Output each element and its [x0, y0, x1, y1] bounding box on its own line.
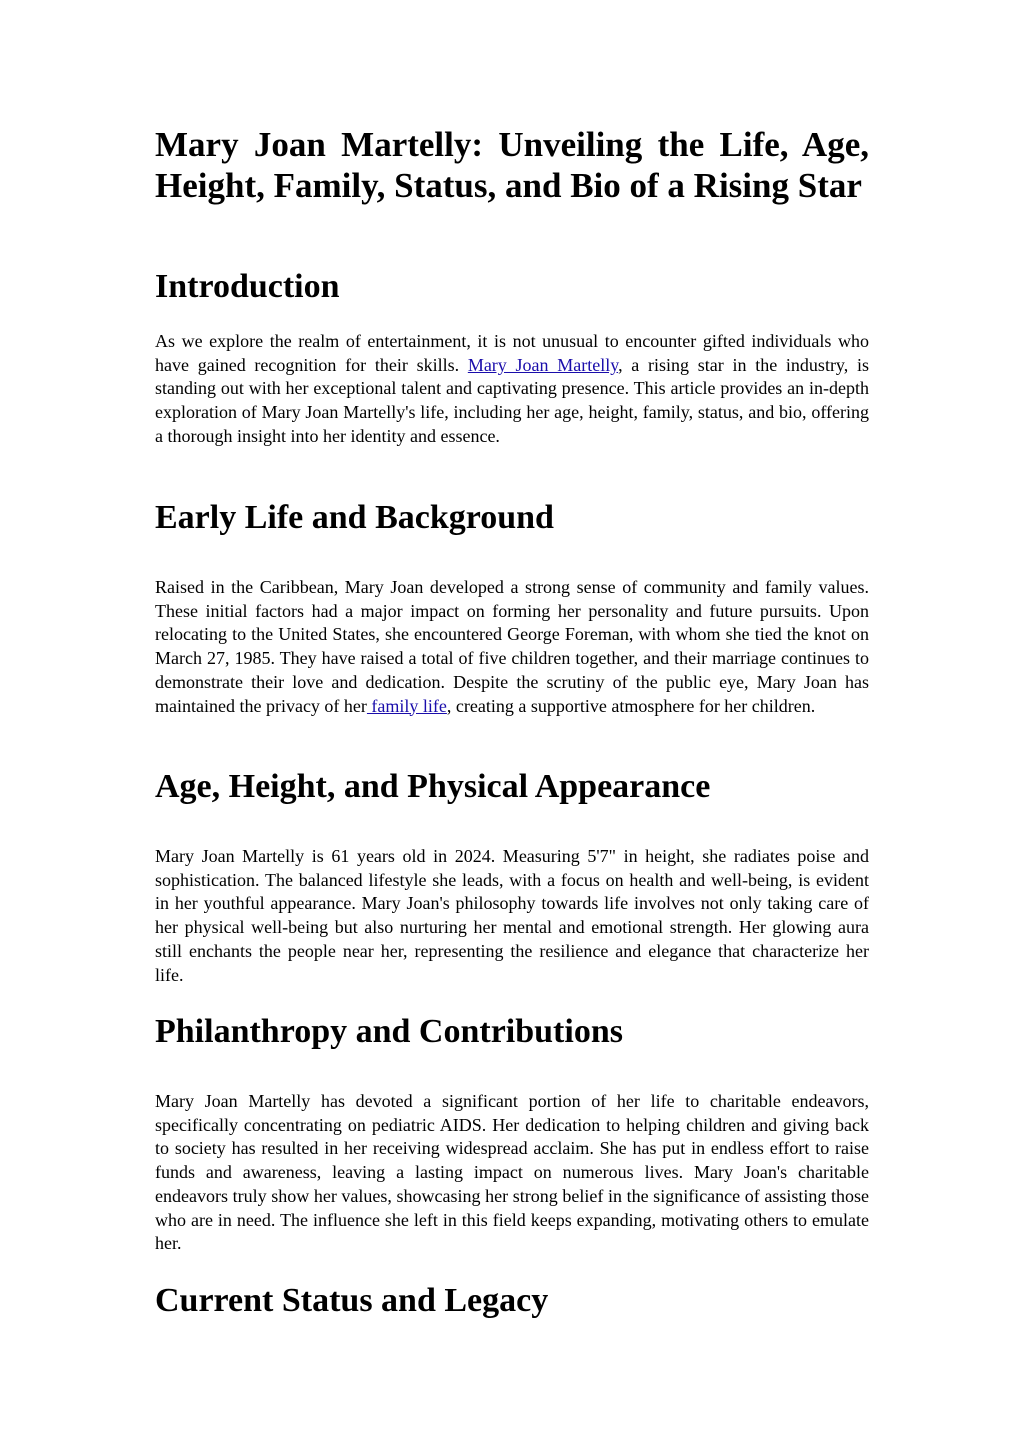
- paragraph-introduction: [155, 330, 869, 449]
- intro-text-end: , a rising star in the industry, is standing out with her exceptional talent and captivating presence. This article provides an in-depth exploration of Mary Joan Martelly's life, including her age, height, family, status, and bio, offering a thorough insight into her identity and essence.: [155, 354, 870, 446]
- heading-age-height: Age, Height, and Physical Appearance: [155, 768, 711, 805]
- page-title: Mary Joan Martelly: Unveiling the Life, Age, Height, Family, Status, and Bio of a Rising Star: [155, 125, 869, 205]
- early-life-text-start: Raised in the Caribbean, Mary Joan developed a strong sense of community and family values. These initial factors had a major impact on forming her personality and future pursuits. Upon relocating to the United States, she encountered George Foreman, with whom she tied the knot on March 27, 1985. They have raised a total of five children together, and their marriage continues to demonstrate their love and dedication. Despite the scrutiny of the public eye, Mary Joan has maintained the privacy of her: [155, 577, 869, 716]
- heading-philanthropy: Philanthropy and Contributions: [155, 1013, 623, 1050]
- family-life-link[interactable]: family life: [366, 695, 447, 716]
- intro-text-start: As we explore the realm of entertainment, it is not unusual to encounter gifted individuals who have gained recognition for their skills.: [155, 331, 869, 375]
- paragraph-early-life: [155, 576, 869, 718]
- mary-joan-martelly-link[interactable]: Mary Joan Martelly: [467, 354, 619, 375]
- heading-early-life: Early Life and Background: [155, 499, 554, 536]
- heading-current-status: Current Status and Legacy: [155, 1282, 549, 1319]
- early-life-text-end: , creating a supportive atmosphere for her children.: [446, 695, 816, 716]
- paragraph-philanthropy: Mary Joan Martelly has devoted a significant portion of her life to charitable endeavors, specifically concentrating on pediatric AIDS. Her dedication to helping children and giving back to society has resulted in her receiving widespread acclaim. She has put in endless effort to raise funds and awareness, leaving a lasting impact on numerous lives. Mary Joan's charitable endeavors truly show her values, showcasing her strong belief in the significance of assisting those who are in need. The influence she left in this field keeps expanding, motivating others to emulate her.: [155, 1091, 869, 1254]
- paragraph-age-height: Mary Joan Martelly is 61 years old in 2024. Measuring 5'7" in height, she radiates poise and sophistication. The balanced lifestyle she leads, with a focus on health and well-being, is evident in her youthful appearance. Mary Joan's philosophy towards life involves not only taking care of her physical well-being but also nurturing her mental and emotional strength. Her glowing aura still enchants the people near her, representing the resilience and elegance that characterize her life.: [155, 846, 869, 985]
- heading-introduction: Introduction: [155, 268, 340, 305]
